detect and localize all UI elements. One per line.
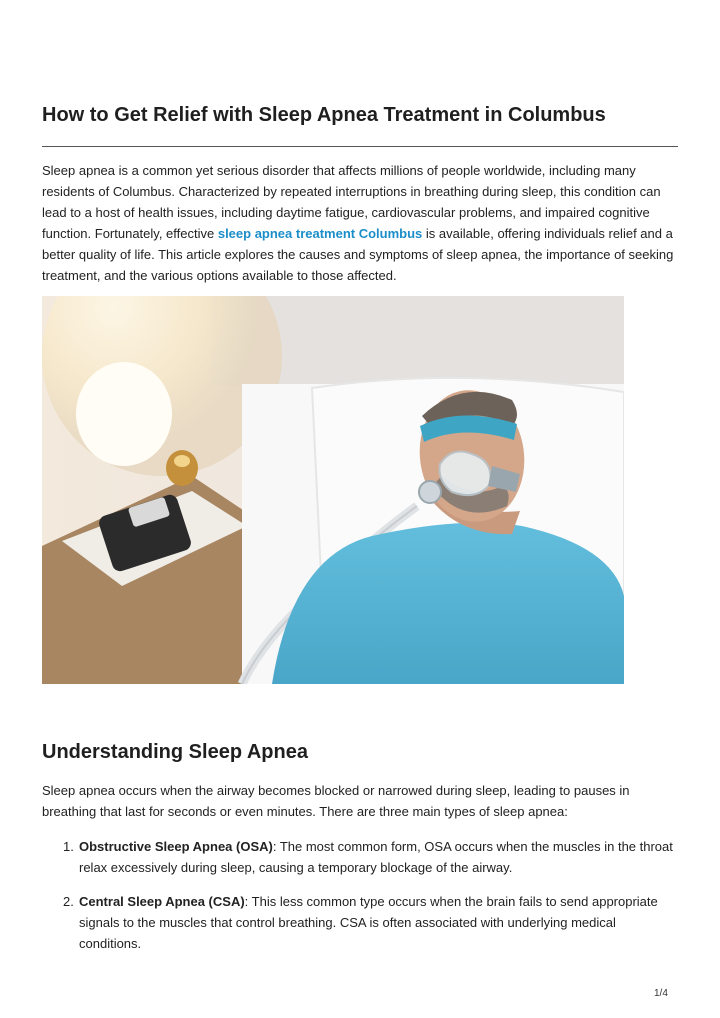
list-item: [42, 836, 678, 878]
intro-paragraph: [42, 160, 678, 286]
title-divider: [42, 146, 678, 147]
intro-text-after-link: is available, offering individuals relief and a better quality of life. This article explores the causes and symptoms of sleep apnea, the importance of seeking treatment, and the various options available to those affected.: [42, 226, 674, 283]
page-number: 1/4: [654, 988, 668, 999]
sleep-apnea-treatment-link[interactable]: sleep apnea treatment Columbus: [217, 226, 423, 241]
hero-image-man-with-cpap-mask: [42, 296, 624, 684]
apnea-types-list: [42, 836, 678, 967]
intro-text-before-link: Sleep apnea is a common yet serious disorder that affects millions of people worldwide, including many residents of Columbus. Characterized by repeated interruptions in breathing during sleep, this condition can lead to a host of health issues, including daytime fatigue, cardiovascular problems, and impaired cognitive function. Fortunately, effective: [42, 163, 661, 241]
list-item-text: : This less common type occurs when the brain fails to send appropriate signals to the muscles that control breathing. CSA is often associated with underlying medical conditions.: [79, 894, 658, 951]
list-item-term: Central Sleep Apnea (CSA): [79, 894, 245, 909]
list-item: [42, 891, 678, 954]
section-heading: Understanding Sleep Apnea: [42, 741, 308, 763]
list-item-number: 2.: [63, 894, 74, 909]
page-title: How to Get Relief with Sleep Apnea Treatment in Columbus: [42, 104, 606, 126]
list-item-term: Obstructive Sleep Apnea (OSA): [79, 839, 273, 854]
list-item-text: : The most common form, OSA occurs when the muscles in the throat relax excessively during sleep, causing a temporary blockage of the airway.: [79, 839, 673, 875]
section-paragraph: Sleep apnea occurs when the airway becomes blocked or narrowed during sleep, leading to pauses in breathing that last for seconds or even minutes. There are three main types of sleep apnea:: [42, 783, 630, 819]
list-item-number: 1.: [63, 839, 74, 854]
cpap-photo-illustration: [42, 296, 624, 684]
